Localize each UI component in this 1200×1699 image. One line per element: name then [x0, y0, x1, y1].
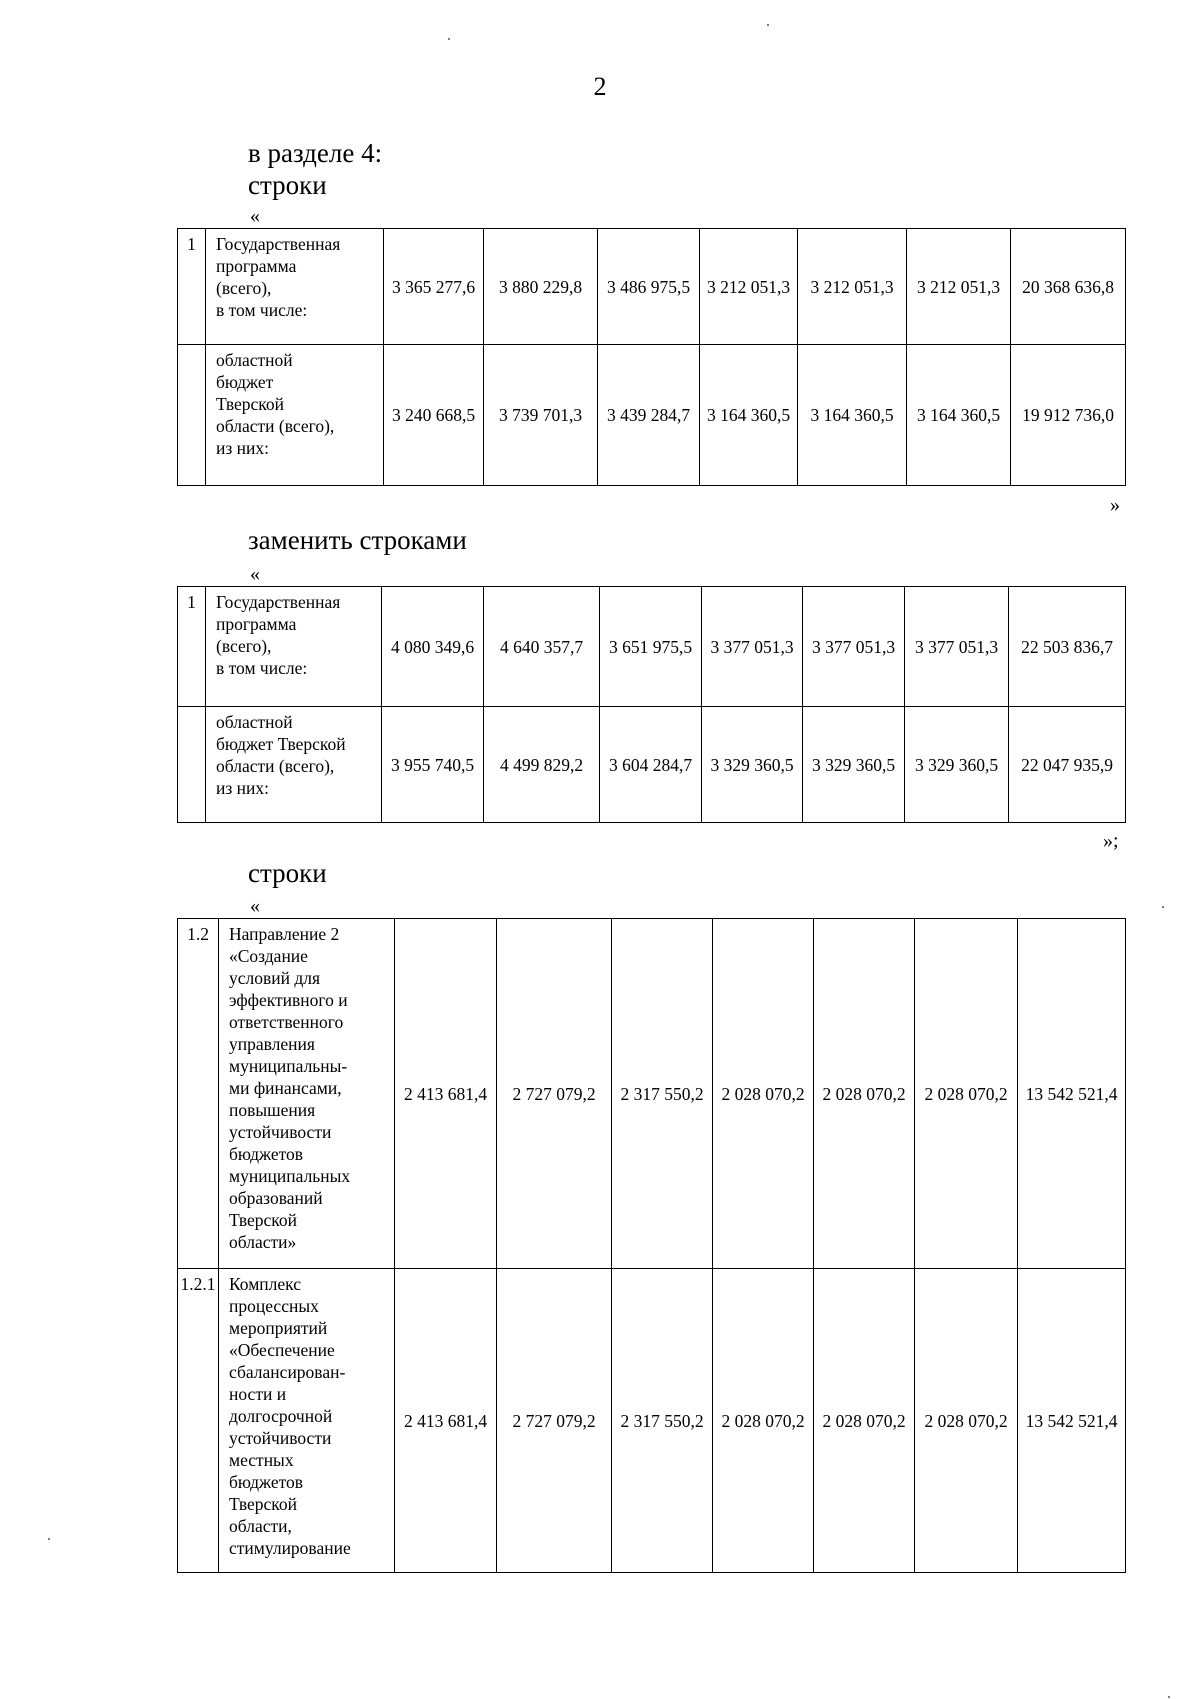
value-cell: 2 413 681,4 [395, 1269, 497, 1573]
row-name-line: долгосрочной [229, 1406, 333, 1426]
value-cell: 3 164 360,5 [907, 345, 1011, 486]
row-name-line: ответственного [229, 1012, 344, 1032]
open-quote-3: « [250, 895, 260, 917]
value-cell: 3 377 051,3 [905, 587, 1009, 707]
row-name [219, 1269, 395, 1573]
row-name-line: Государственная [216, 234, 341, 254]
value-cell: 3 739 701,3 [484, 345, 598, 486]
row-name-line: процессных [229, 1296, 319, 1316]
row-number: 1 [178, 229, 206, 345]
open-quote-2: « [250, 563, 260, 585]
value-cell: 4 499 829,2 [484, 707, 600, 823]
value-cell: 3 365 277,6 [384, 229, 484, 345]
value-cell: 4 640 357,7 [484, 587, 600, 707]
row-name [206, 707, 382, 823]
value-cell: 4 080 349,6 [382, 587, 484, 707]
row-name-line: ности и [229, 1384, 287, 1404]
table-row [178, 707, 1126, 823]
row-name-line: образований [229, 1188, 323, 1208]
row-name-line: из них: [216, 438, 269, 458]
row-name-line: муниципальных [229, 1166, 351, 1186]
table-directions [177, 918, 1126, 1573]
row-name-line: областной [216, 712, 293, 732]
value-cell: 2 028 070,2 [915, 1269, 1018, 1573]
row-name-line: Тверской [229, 1210, 297, 1230]
replace-heading: заменить строками [248, 525, 467, 555]
row-number [178, 345, 206, 486]
row-name-line: программа [216, 256, 297, 276]
value-cell: 3 212 051,3 [798, 229, 907, 345]
row-name-line: областной [216, 350, 293, 370]
value-cell: 3 439 284,7 [598, 345, 700, 486]
row-name-line: «Обеспечение [229, 1340, 335, 1360]
scan-speck [767, 24, 769, 26]
page-number: 2 [593, 72, 607, 101]
row-name-line: эффективного и [229, 990, 348, 1010]
row-name-line: Направление 2 [229, 924, 340, 944]
section-heading: в разделе 4: [248, 138, 383, 168]
value-cell: 2 028 070,2 [814, 919, 915, 1269]
row-name-line: в том числе: [216, 300, 308, 320]
value-cell: 3 329 360,5 [803, 707, 905, 823]
value-cell: 3 212 051,3 [700, 229, 798, 345]
value-cell: 2 413 681,4 [395, 919, 497, 1269]
value-cell: 2 727 079,2 [497, 1269, 612, 1573]
value-cell: 3 164 360,5 [798, 345, 907, 486]
row-name [219, 919, 395, 1269]
table-row [178, 229, 1126, 345]
value-cell: 2 028 070,2 [713, 919, 814, 1269]
value-cell: 3 329 360,5 [905, 707, 1009, 823]
rows-label-2: строки [248, 858, 327, 888]
row-name-line: области (всего), [216, 416, 335, 436]
row-name [206, 345, 384, 486]
row-name-line: Тверской [216, 394, 284, 414]
row-name-line: условий для [229, 968, 321, 988]
value-cell: 19 912 736,0 [1011, 345, 1126, 486]
value-cell: 3 240 668,5 [384, 345, 484, 486]
value-cell: 13 542 521,4 [1018, 1269, 1126, 1573]
close-quote-2: »; [1103, 830, 1119, 852]
row-name [206, 587, 382, 707]
scan-speck [1168, 1696, 1170, 1698]
row-number: 1.2.1 [178, 1269, 219, 1573]
close-quote-1: » [1110, 494, 1120, 516]
rows-label: строки [248, 170, 327, 200]
row-name-line: в том числе: [216, 658, 308, 678]
table-row [178, 1269, 1126, 1573]
table-old-rows [177, 228, 1126, 486]
row-number: 1 [178, 587, 206, 707]
row-name-line: управления [229, 1034, 315, 1054]
value-cell: 3 651 975,5 [600, 587, 702, 707]
value-cell: 3 377 051,3 [803, 587, 905, 707]
row-name-line: сбалансирован- [229, 1362, 346, 1382]
value-cell: 2 028 070,2 [713, 1269, 814, 1573]
row-name-line: (всего), [216, 636, 272, 656]
row-name-line: бюджетов [229, 1144, 304, 1164]
row-name-line: бюджетов [229, 1472, 304, 1492]
value-cell: 3 486 975,5 [598, 229, 700, 345]
value-cell: 3 329 360,5 [702, 707, 803, 823]
table-row [178, 919, 1126, 1269]
value-cell: 2 028 070,2 [814, 1269, 915, 1573]
row-name-line: муниципальны- [229, 1056, 348, 1076]
row-name-line: повышения [229, 1100, 316, 1120]
row-name-line: устойчивости [229, 1122, 332, 1142]
row-name-line: Комплекс [229, 1274, 301, 1294]
row-name-line: ми финансами, [229, 1078, 342, 1098]
value-cell: 2 727 079,2 [497, 919, 612, 1269]
row-number: 1.2 [178, 919, 219, 1269]
value-cell: 13 542 521,4 [1018, 919, 1126, 1269]
value-cell: 20 368 636,8 [1011, 229, 1126, 345]
value-cell: 2 317 550,2 [612, 919, 713, 1269]
row-name [206, 229, 384, 345]
row-name-line: бюджет [216, 372, 274, 392]
value-cell: 2 028 070,2 [915, 919, 1018, 1269]
row-name-line: Тверской [229, 1494, 297, 1514]
scan-speck [1162, 906, 1164, 908]
row-name-line: бюджет Тверской [216, 734, 346, 754]
value-cell: 3 604 284,7 [600, 707, 702, 823]
open-quote-1: « [250, 205, 260, 227]
row-name-line: области (всего), [216, 756, 335, 776]
value-cell: 3 212 051,3 [907, 229, 1011, 345]
table-new-rows [177, 586, 1126, 823]
row-name-line: области, [229, 1516, 292, 1536]
value-cell: 22 047 935,9 [1009, 707, 1126, 823]
row-name-line: «Создание [229, 946, 308, 966]
row-name-line: программа [216, 614, 297, 634]
value-cell: 2 317 550,2 [612, 1269, 713, 1573]
row-name-line: области» [229, 1232, 297, 1252]
row-name-line: из них: [216, 778, 269, 798]
value-cell: 3 377 051,3 [702, 587, 803, 707]
value-cell: 3 955 740,5 [382, 707, 484, 823]
table-row [178, 587, 1126, 707]
scan-speck [48, 1538, 50, 1540]
row-name-line: (всего), [216, 278, 272, 298]
row-name-line: Государственная [216, 592, 341, 612]
row-name-line: мероприятий [229, 1318, 328, 1338]
table-row [178, 345, 1126, 486]
value-cell: 3 164 360,5 [700, 345, 798, 486]
row-number [178, 707, 206, 823]
value-cell: 22 503 836,7 [1009, 587, 1126, 707]
row-name-line: местных [229, 1450, 294, 1470]
row-name-line: устойчивости [229, 1428, 332, 1448]
scan-speck [448, 38, 450, 40]
value-cell: 3 880 229,8 [484, 229, 598, 345]
row-name-line: стимулирование [229, 1538, 351, 1558]
